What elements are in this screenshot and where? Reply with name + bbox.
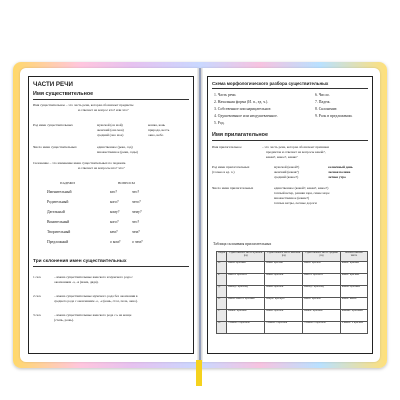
- number-label: Число имен существительных: [33, 145, 77, 149]
- cases-header-case: ПАДЕЖИ: [60, 181, 75, 185]
- case-q2: что?: [132, 220, 140, 224]
- declension-1-text: – имена существительные женского и мужского рода с: [54, 275, 133, 279]
- table-cell: какое? красное: [303, 262, 341, 274]
- table-cell: какой? красной: [265, 310, 303, 322]
- case-q2: чего?: [132, 200, 141, 204]
- scheme-item: 9. Роль в предложении.: [315, 114, 353, 118]
- scheme-title: Схема морфологического разбора существительных: [212, 81, 329, 86]
- table-cell: каким? красным: [227, 310, 265, 322]
- page-title: ЧАСТИ РЕЧИ: [33, 81, 73, 88]
- table-cell: В.: [217, 298, 227, 310]
- table-header-cell: Падеж: [217, 252, 227, 262]
- table-cell: какого? красного: [227, 274, 265, 286]
- adjective-number-4: теплые ветры, лесные дороги: [274, 201, 317, 205]
- scheme-item: 6. Число.: [315, 93, 330, 97]
- table-cell: какой? какого? красный: [227, 298, 265, 310]
- table-cell: какого? красного: [303, 274, 341, 286]
- adjective-number-3: множественное (какие?): [274, 196, 310, 200]
- gender-1: мужской (он мой): [97, 123, 123, 127]
- cases-definition-line-1: Склонение – это изменение имен существительных по падежам.: [33, 161, 127, 165]
- case-q1: о ком?: [110, 240, 121, 244]
- adjective-definition-line-1: – это часть речи, которая обозначает признаки: [262, 145, 329, 149]
- table-cell: П.: [217, 322, 227, 334]
- adjective-gender-1-example: солнечный день: [328, 165, 353, 169]
- declension-2-text: – имена существительные мужского рода без окончания в: [54, 294, 138, 298]
- adjective-gender-3: средний (какое?): [274, 175, 299, 179]
- gender-1-example: кошка, конь: [148, 123, 166, 127]
- scheme-item: 3. Собственное или нарицательное.: [214, 107, 272, 111]
- scheme-item: 2. Начальная форма (И. п., ед. ч.).: [214, 100, 269, 104]
- table-cell: о каком? о красном: [227, 322, 265, 334]
- case-q1: кем?: [110, 230, 118, 234]
- declension-3-label: 3 скл.: [33, 313, 42, 317]
- table-cell: какое? красное: [303, 298, 341, 310]
- noun-heading: Имя существительное: [33, 91, 94, 97]
- table-row: [217, 262, 368, 274]
- adjective-gender-1: мужской (какой?): [274, 165, 300, 169]
- scheme-item: 1. Часть речи.: [214, 93, 237, 97]
- declension-1-label: 1 скл.: [33, 275, 42, 279]
- table-row: [217, 322, 368, 334]
- case-name: Предложный: [47, 240, 69, 244]
- table-cell: о каком? о красном: [303, 322, 341, 334]
- case-name: Дательный: [47, 210, 65, 214]
- bookmark-ribbon: [196, 360, 202, 386]
- table-cell: Р.: [217, 274, 227, 286]
- table-cell: И.: [217, 262, 227, 274]
- gender-3: средний (оно мое): [97, 133, 124, 137]
- scheme-item: 5. Род.: [214, 121, 225, 125]
- table-row: [217, 286, 368, 298]
- case-q1: кого?: [110, 220, 119, 224]
- declension-1-text: окончанием -а, -я (мама, дядя).: [54, 280, 99, 284]
- spine: [197, 68, 203, 362]
- declension-3-text: (степь, рожь).: [54, 318, 74, 322]
- case-q2: чем?: [132, 230, 140, 234]
- table-header-cell: Множественное число: [340, 252, 367, 262]
- table-cell: какая? красная: [265, 262, 303, 274]
- table-cell: о каких? о красных: [340, 322, 367, 334]
- adjective-definition-line-3: какая?, какое?, какие?: [266, 155, 298, 159]
- adjective-gender-3-example: летнее утро: [328, 175, 346, 179]
- table-cell: какую? красную: [265, 298, 303, 310]
- adjective-number-1: единственное (какой?, какая?, какое?): [274, 186, 329, 190]
- adjective-gender-label: Род имен прилагательных: [212, 165, 250, 169]
- table-cell: какими? красными: [340, 310, 367, 322]
- table-row: [217, 274, 368, 286]
- noun-definition-line-2: и отвечает на вопрос кто? или что?: [78, 108, 129, 112]
- table-cell: каким? красным: [303, 310, 341, 322]
- adjective-number-label: Число имен прилагательных: [212, 186, 254, 190]
- table-cell: какому? красному: [227, 286, 265, 298]
- case-name: Именительный: [47, 190, 72, 194]
- table-row: [217, 310, 368, 322]
- adjective-number-2: теплый ветер, ранняя заря, синее море: [274, 191, 330, 195]
- adjective-gender-note: (только в ед. ч.): [212, 170, 235, 174]
- scheme-item: 4. Одушевленное или неодушевленное.: [214, 114, 278, 118]
- table-header-row: [217, 252, 368, 262]
- noun-definition-line-1: Имя существительное – это часть речи, которая обозначает предметы: [33, 103, 134, 107]
- case-q2: что?: [132, 190, 140, 194]
- gender-2-example: природа, весть: [148, 128, 170, 132]
- adjective-definition-line-2: предметов и отвечает на вопросы какой?,: [266, 150, 326, 154]
- table-cell: какой? красной: [265, 274, 303, 286]
- gender-3-example: окно, небо: [148, 133, 164, 137]
- case-q2: чему?: [132, 210, 142, 214]
- table-cell: Т.: [217, 310, 227, 322]
- declension-2-text: среднего рода с окончанием -о, -е (конь, стол, поле, окно).: [54, 299, 138, 303]
- table-title: Таблица склонения прилагательных: [213, 242, 272, 246]
- gender-2: женский (она моя): [97, 128, 124, 132]
- case-q1: кому?: [110, 210, 120, 214]
- table-cell: каких? красных: [340, 274, 367, 286]
- heading-underline: [33, 266, 189, 267]
- table-cell: какие? каких?: [340, 298, 367, 310]
- table-cell: какой? красный: [227, 262, 265, 274]
- table-header-cell: Единственное число средний род: [303, 252, 341, 262]
- case-name: Винительный: [47, 220, 70, 224]
- adjective-gender-2: женский (какая?): [274, 170, 299, 174]
- cases-definition-line-2: и отвечает на вопросы кто? что?: [78, 166, 125, 170]
- case-q1: кто?: [110, 190, 117, 194]
- adjective-declension-table: [216, 251, 368, 334]
- table-row: [217, 298, 368, 310]
- number-1: единственное (река, сад): [97, 145, 133, 149]
- declension-2-label: 2 скл.: [33, 294, 42, 298]
- cases-header-questions: ВОПРОСЫ: [118, 181, 135, 185]
- table-cell: каким? красным: [340, 286, 367, 298]
- heading-underline: [33, 99, 189, 100]
- case-q1: кого?: [110, 200, 119, 204]
- adjective-definition-label: Имя прилагательное: [212, 145, 242, 149]
- heading-underline: [212, 140, 368, 141]
- table-cell: Д.: [217, 286, 227, 298]
- case-q2: о чем?: [132, 240, 143, 244]
- adjective-gender-2-example: лесная поляна: [328, 170, 351, 174]
- table-header-cell: Единственное число мужской род: [227, 252, 265, 262]
- case-name: Творительный: [47, 230, 71, 234]
- table-cell: какой? красной: [265, 286, 303, 298]
- table-cell: о какой? о красной: [265, 322, 303, 334]
- gender-label: Род имен существительных: [33, 123, 73, 127]
- scheme-item: 7. Падеж.: [315, 100, 331, 104]
- three-declensions-heading: Три склонения имен существительных: [33, 259, 127, 264]
- table-header-cell: Единственное число женский род: [265, 252, 303, 262]
- table-cell: какому? красному: [303, 286, 341, 298]
- case-name: Родительный: [47, 200, 69, 204]
- declension-3-text: – имена существительные женского рода с ь на конце: [54, 313, 132, 317]
- number-2: множественное (реки, сады): [97, 150, 138, 154]
- heading-underline: [212, 88, 368, 89]
- scheme-item: 8. Склонение.: [315, 107, 338, 111]
- adjective-heading: Имя прилагательное: [212, 132, 268, 138]
- table-cell: какие? красные: [340, 262, 367, 274]
